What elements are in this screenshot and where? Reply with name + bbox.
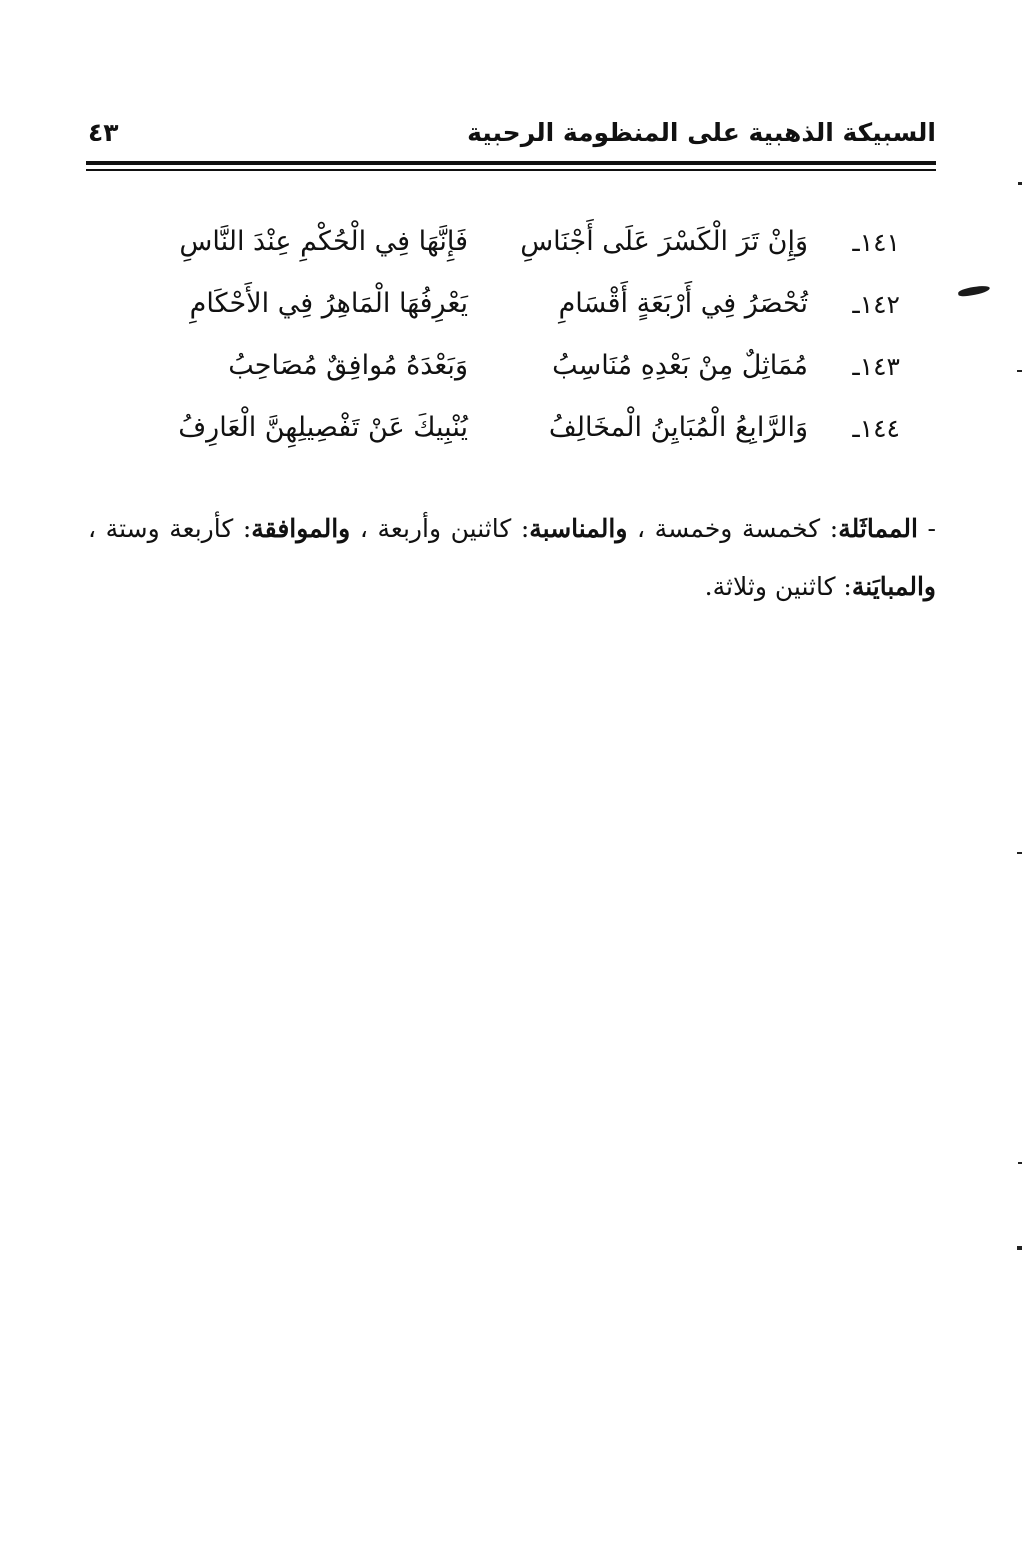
scan-ink-blot (958, 285, 991, 297)
header-rule-thick (86, 161, 936, 165)
definition-muwafaqa: : كأربعة وستة ، (88, 514, 252, 543)
running-title: السبيكة الذهبية على المنظومة الرحبية (467, 118, 936, 147)
scan-edge-mark (1018, 182, 1022, 185)
verse-number: ١٤٢ـ (852, 290, 900, 319)
verse-second-hemistich: وَبَعْدَهُ مُوافِقٌ مُصَاحِبُ (228, 350, 468, 381)
scan-edge-mark (1018, 1162, 1022, 1164)
verse-row (100, 222, 900, 284)
verse-number: ١٤١ـ (852, 228, 900, 257)
term-mumathala: المماثَلة (838, 514, 918, 543)
page-header (86, 112, 936, 156)
header-rule-thin (86, 169, 936, 171)
poem-verses (100, 222, 900, 470)
verse-number: ١٤٣ـ (852, 352, 900, 381)
term-muwafaqa: والموافقة (251, 514, 351, 543)
verse-row (100, 408, 900, 470)
commentary-dash: - (917, 514, 936, 543)
commentary-paragraph (88, 500, 936, 616)
verse-number: ١٤٤ـ (852, 414, 900, 443)
scan-edge-mark (1017, 852, 1022, 854)
verse-row (100, 284, 900, 346)
scan-edge-mark (1017, 370, 1022, 372)
term-mubayana: والمبايَنة (851, 572, 936, 601)
verse-first-hemistich: مُمَاثِلٌ مِنْ بَعْدِهِ مُنَاسِبُ (552, 350, 808, 381)
verse-second-hemistich: فَإِنَّهَا فِي الْحُكْمِ عِنْدَ النَّاسِ (179, 226, 468, 257)
verse-first-hemistich: وَإِنْ تَرَ الْكَسْرَ عَلَى أَجْنَاسِ (520, 226, 808, 257)
term-munasaba: والمناسبة (529, 514, 628, 543)
verse-row (100, 346, 900, 408)
verse-first-hemistich: وَالرَّابِعُ الْمُبَايِنُ الْمخَالِفُ (548, 412, 808, 443)
verse-first-hemistich: تُحْصَرُ فِي أَرْبَعَةٍ أَقْسَامِ (558, 288, 808, 319)
definition-mubayana: : كاثنين وثلاثة. (704, 572, 852, 601)
scan-edge-mark (1017, 1246, 1022, 1250)
definition-mumathala: : كخمسة وخمسة ، (627, 514, 839, 543)
verse-second-hemistich: يَعْرِفُهَا الْمَاهِرُ فِي الأَحْكَامِ (189, 288, 468, 319)
definition-munasaba: : كاثنين وأربعة ، (350, 514, 530, 543)
verse-second-hemistich: يُنْبِيكَ عَنْ تَفْصِيلِهِنَّ الْعَارِفُ (178, 412, 468, 443)
page-number: ٤٣ (88, 118, 119, 147)
